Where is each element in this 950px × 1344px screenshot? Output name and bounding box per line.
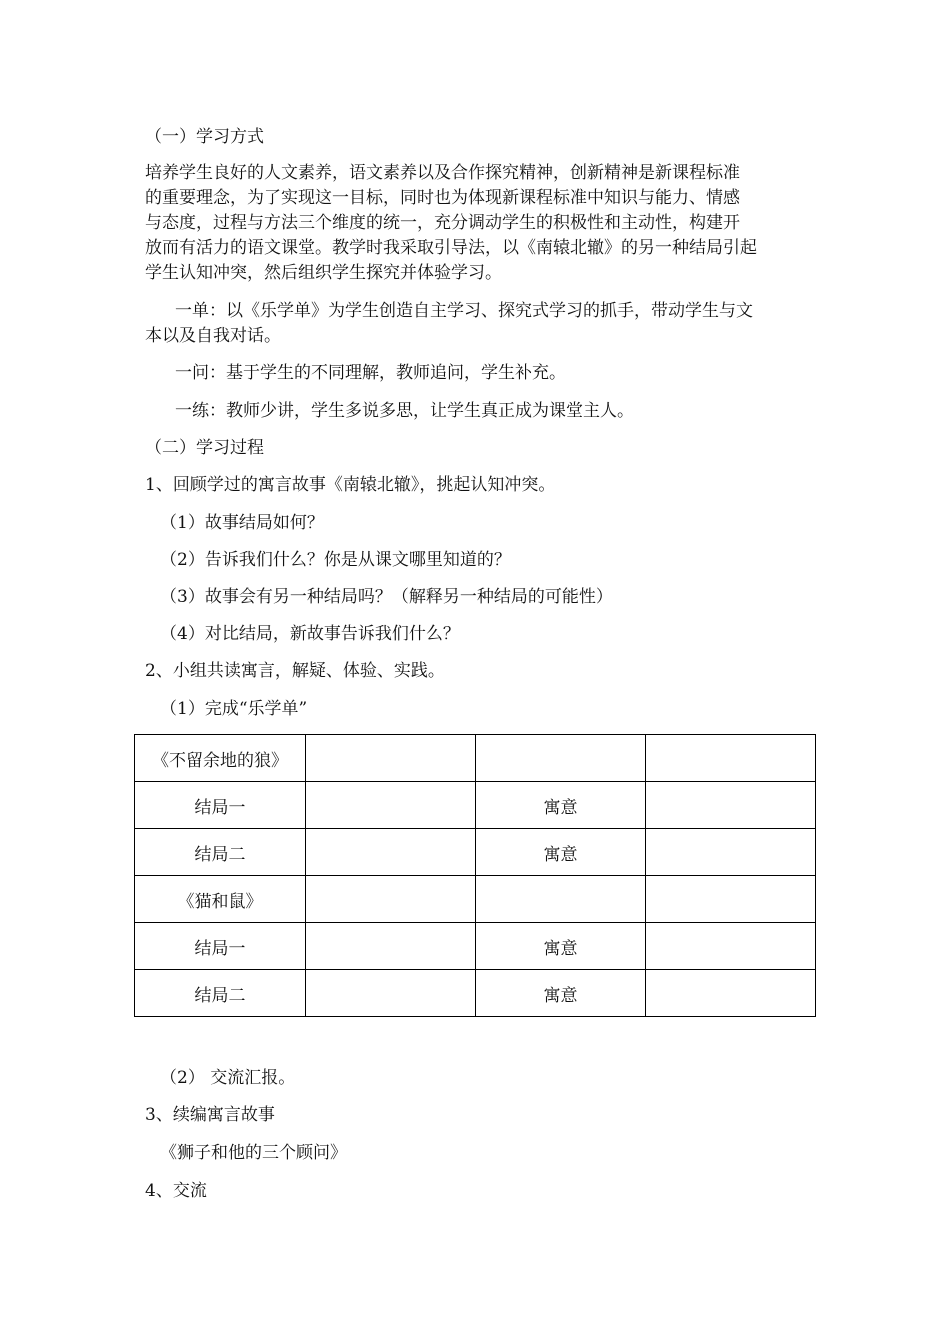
step1-question: （4）对比结局，新故事告诉我们什么？: [160, 624, 460, 644]
intro-line: 与态度，过程与方法三个维度的统一，充分调动学生的积极性和主动性，构建开: [145, 213, 740, 233]
intro-line: 学生认知冲突，然后组织学生探究并体验学习。: [145, 263, 502, 283]
step1-question: （1）故事结局如何？: [160, 513, 324, 533]
table-cell: [646, 876, 816, 923]
table-row: [135, 876, 816, 923]
table-row: [135, 970, 816, 1017]
table-cell: [306, 876, 476, 923]
table-cell-label: 寓意: [476, 829, 646, 876]
step1-question: （2）告诉我们什么？你是从课文哪里知道的？: [160, 550, 511, 570]
table-cell: [646, 829, 816, 876]
table-cell: [306, 970, 476, 1017]
table-cell-label: 结局一: [135, 782, 306, 829]
table-cell: [646, 782, 816, 829]
table-cell-label: 寓意: [476, 782, 646, 829]
yiwen-paragraph: 一问：基于学生的不同理解，教师追问，学生补充。: [175, 363, 566, 383]
intro-line: 的重要理念，为了实现这一目标，同时也为体现新课程标准中知识与能力、情感: [145, 188, 740, 208]
intro-line: 放而有活力的语文课堂。教学时我采取引导法，以《南辕北辙》的另一种结局引起: [145, 238, 757, 258]
step1-title: 1、回顾学过的寓言故事《南辕北辙》，挑起认知冲突。: [145, 475, 556, 495]
table-row: [135, 782, 816, 829]
table-cell: [306, 923, 476, 970]
table-row: [135, 735, 816, 782]
lexuedan-table: [134, 734, 816, 1017]
step2-title: 2、小组共读寓言，解疑、体验、实践。: [145, 661, 445, 681]
table-cell: [476, 735, 646, 782]
table-cell: [306, 735, 476, 782]
yidan-line: 本以及自我对话。: [145, 326, 281, 346]
table-cell: [306, 782, 476, 829]
table-row: [135, 829, 816, 876]
table-cell: [646, 923, 816, 970]
step2-sub2: （2） 交流汇报。: [160, 1068, 296, 1088]
intro-line: 培养学生良好的人文素养，语文素养以及合作探究精神，创新精神是新课程标准: [145, 163, 740, 183]
step2-sub1: （1）完成“乐学单”: [160, 699, 308, 719]
table-cell-title: 《猫和鼠》: [135, 876, 306, 923]
table-cell: [476, 876, 646, 923]
table-cell-title: 《不留余地的狼》: [135, 735, 306, 782]
step1-question: （3）故事会有另一种结局吗？（解释另一种结局的可能性）: [160, 587, 613, 607]
yidan-line: 一单：以《乐学单》为学生创造自主学习、探究式学习的抓手，带动学生与文: [175, 301, 753, 321]
step3-title: 3、续编寓言故事: [145, 1105, 275, 1125]
table-cell: [306, 829, 476, 876]
table-cell: [646, 735, 816, 782]
yilian-paragraph: 一练：教师少讲，学生多说多思，让学生真正成为课堂主人。: [175, 401, 634, 421]
section1-heading: （一）学习方式: [145, 127, 264, 147]
table-cell-label: 结局二: [135, 829, 306, 876]
table-cell-label: 结局一: [135, 923, 306, 970]
table-cell-label: 结局二: [135, 970, 306, 1017]
table-cell-label: 寓意: [476, 923, 646, 970]
table-row: [135, 923, 816, 970]
step4-title: 4、交流: [145, 1181, 207, 1201]
section2-heading: （二）学习过程: [145, 438, 264, 458]
step3-story: 《狮子和他的三个顾问》: [160, 1143, 347, 1163]
table-cell: [646, 970, 816, 1017]
table-cell-label: 寓意: [476, 970, 646, 1017]
